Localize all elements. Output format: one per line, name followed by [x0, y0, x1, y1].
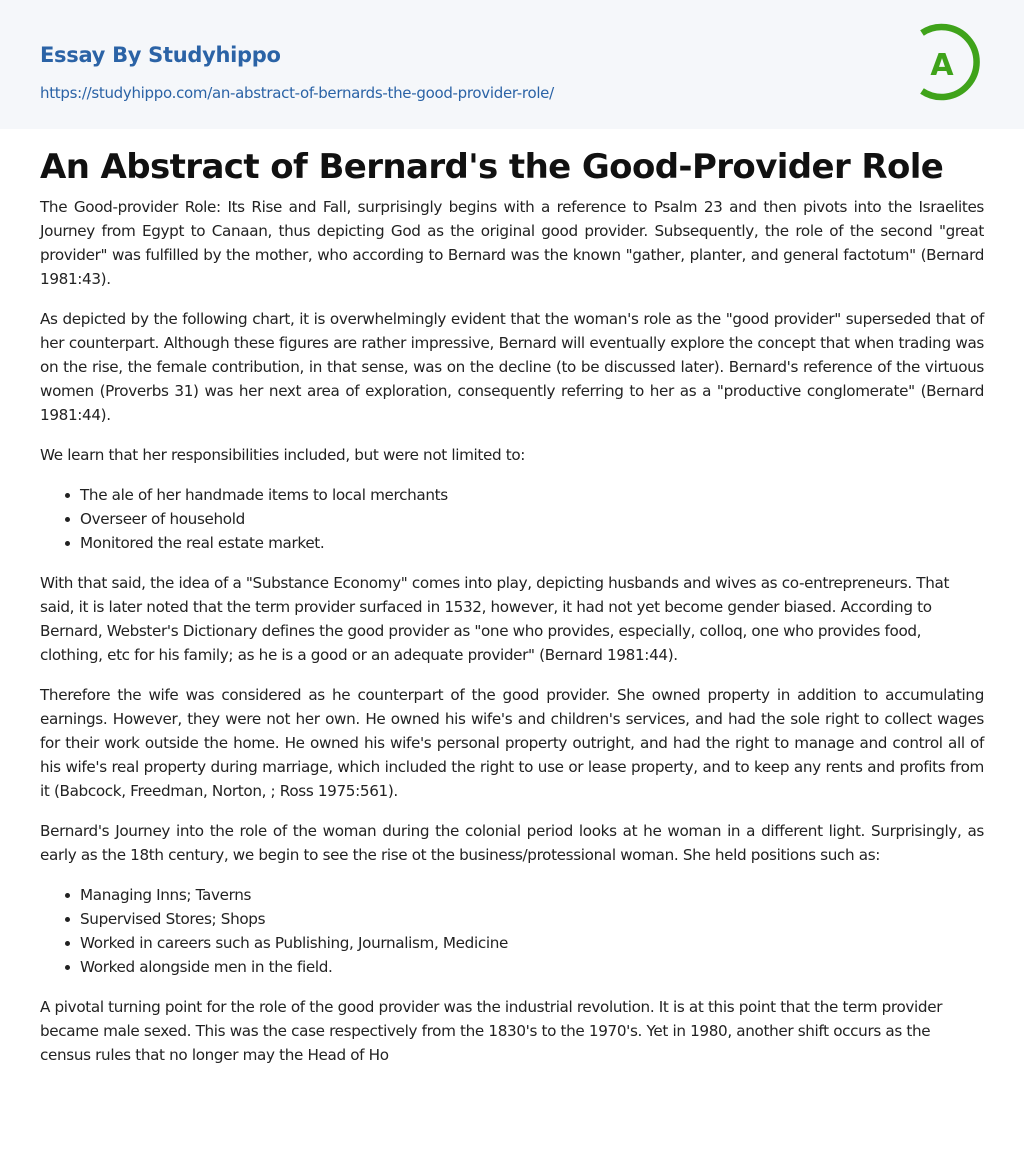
essay-url-link[interactable]: https://studyhippo.com/an-abstract-of-bernards-the-good-provider-role/	[40, 84, 554, 102]
list-item	[80, 907, 984, 931]
list-item	[80, 483, 984, 507]
site-brand[interactable]: Essay By Studyhippo	[40, 43, 281, 67]
studyhippo-logo-icon[interactable]	[916, 19, 986, 105]
bullet-icon	[65, 965, 70, 970]
list-item-text: Overseer of household	[80, 510, 245, 528]
list-item	[80, 955, 984, 979]
list-item-text: Monitored the real estate market.	[80, 534, 325, 552]
article-paragraph: We learn that her responsibilities included, but were not limited to:	[40, 446, 526, 464]
list-item	[80, 531, 984, 555]
article-paragraph: As depicted by the following chart, it is overwhelmingly evident that the woman's role as the "good provider" superseded that of her counterpart. Although these figures are rather impressive, Bernard will eventually explore the concept that when trading was on the rise, the female contribution, in that sense, was on the decline (to be discussed later). Bernard's reference of the virtuous women (Proverbs 31) was her next area of exploration, consequently referring to her as a "productive conglomerate" (Bernard 1981:44).	[40, 310, 984, 424]
responsibilities-list	[80, 483, 984, 555]
bullet-icon	[65, 917, 70, 922]
logo-letter: A	[930, 48, 954, 83]
list-item-text: Supervised Stores; Shops	[80, 910, 266, 928]
list-item-text: Worked alongside men in the field.	[80, 958, 333, 976]
list-item-text: Worked in careers such as Publishing, Journalism, Medicine	[80, 934, 508, 952]
bullet-icon	[65, 517, 70, 522]
article-title: An Abstract of Bernard's the Good-Provider Role	[40, 147, 944, 187]
article-paragraph: Therefore the wife was considered as he counterpart of the good provider. She owned property in addition to accumulating earnings. However, they were not her own. He owned his wife's and children's services, and had the sole right to collect wages for their work outside the home. He owned his wife's personal property outright, and had the right to manage and control all of his wife's real property during marriage, which included the right to use or lease property, and to keep any rents and profits from it (Babcock, Freedman, Norton, ; Ross 1975:561).	[40, 686, 984, 800]
list-item	[80, 507, 984, 531]
bullet-icon	[65, 941, 70, 946]
list-item	[80, 883, 984, 907]
positions-list	[80, 883, 984, 979]
article-paragraph: With that said, the idea of a "Substance Economy" comes into play, depicting husbands and wives as co-entrepreneurs. That said, it is later noted that the term provider surfaced in 1532, however, it had not yet become gender biased. According to Bernard, Webster's Dictionary defines the good provider as "one who provides, especially, colloq, one who provides food, clothing, etc for his family; as he is a good or an adequate provider" (Bernard 1981:44).	[40, 574, 950, 664]
article-paragraph: The Good-provider Role: Its Rise and Fall, surprisingly begins with a reference to Psalm 23 and then pivots into the Israelites Journey from Egypt to Canaan, thus depicting God as the original good provider. Subsequently, the role of the second "great provider" was fulfilled by the mother, who according to Bernard was the known "gather, planter, and general factotum" (Bernard 1981:43).	[40, 198, 984, 288]
list-item-text: Managing Inns; Taverns	[80, 886, 252, 904]
list-item	[80, 931, 984, 955]
article-paragraph: A pivotal turning point for the role of the good provider was the industrial revolution. It is at this point that the term provider became male sexed. This was the case respectively from the 1830's to the 1970's. Yet in 1980, another shift occurs as the census rules that no longer may the Head of Ho	[40, 998, 943, 1064]
list-item-text: The ale of her handmade items to local merchants	[80, 486, 448, 504]
bullet-icon	[65, 893, 70, 898]
article-paragraph: Bernard's Journey into the role of the woman during the colonial period looks at he woman in a different light. Surprisingly, as early as the 18th century, we begin to see the rise ot the business/protessional woman. She held positions such as:	[40, 822, 984, 864]
site-header	[0, 0, 1024, 129]
article-content	[0, 145, 1024, 1067]
bullet-icon	[65, 493, 70, 498]
bullet-icon	[65, 541, 70, 546]
